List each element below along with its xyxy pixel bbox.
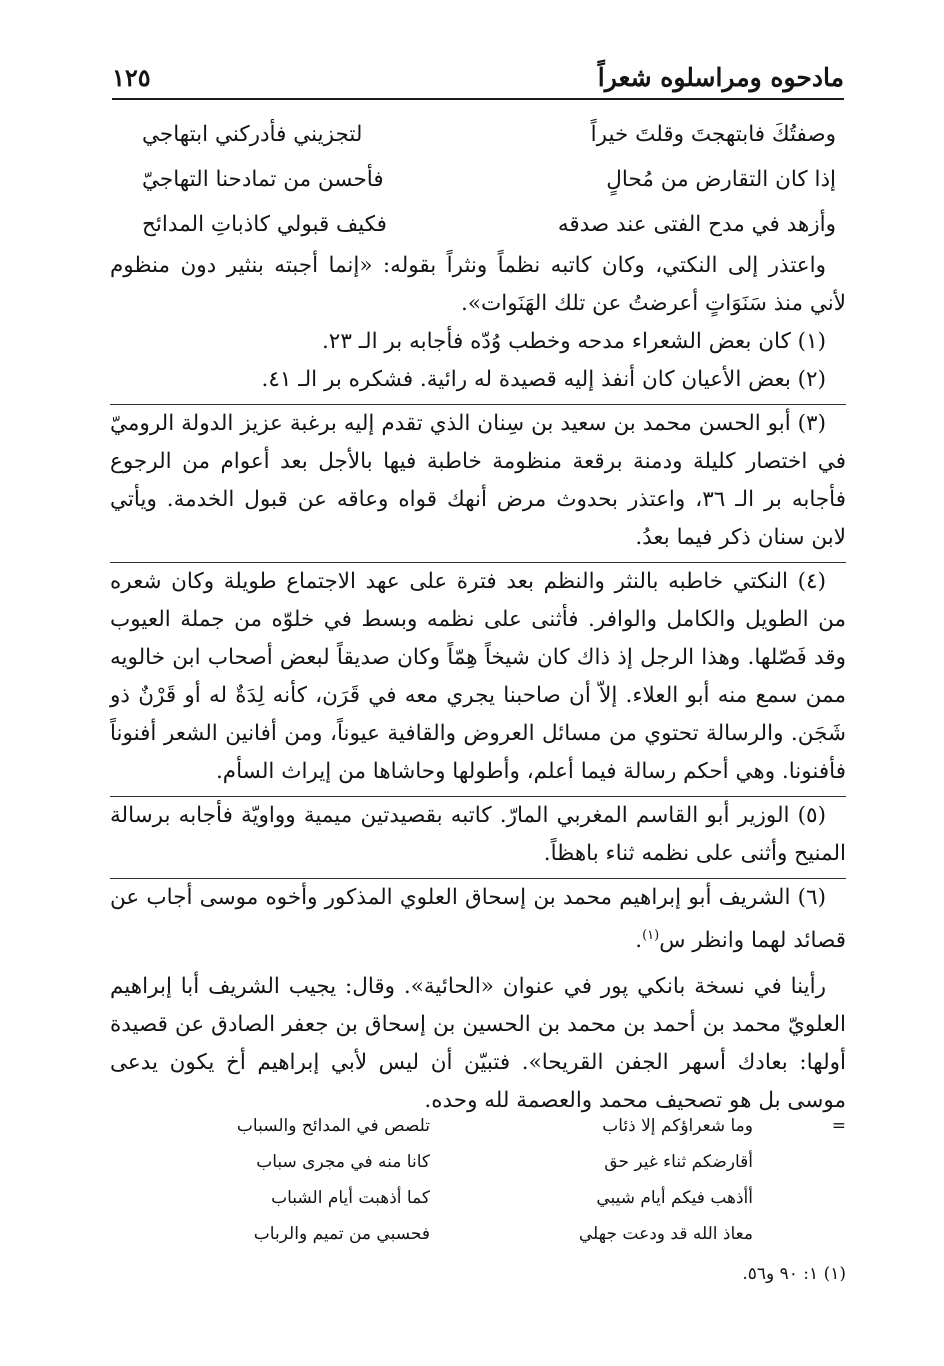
- verse-second-hemistich: فكيف قبولي كاذباتِ المدائح: [142, 212, 387, 237]
- footnote-verse: [150, 1180, 846, 1216]
- verse-first-hemistich: وما شعراؤكم إلا ذئاب: [602, 1116, 753, 1136]
- verse-first-hemistich: إذا كان التقارض من مُحالٍ: [606, 167, 836, 192]
- verse-first-hemistich: وأزهد في مدح الفتى عند صدقه: [557, 212, 836, 237]
- footnote-verse: [150, 1108, 846, 1144]
- spacer: [110, 960, 846, 968]
- item-text: (٦) الشريف أبو إبراهيم محمد بن إسحاق العلوي المذكور وأخوه موسى أجاب عن قصائد لهما وانظر س: [110, 885, 846, 954]
- running-title: مادحوه ومراسلوه شعراً: [597, 63, 844, 92]
- list-item: (٢) بعض الأعيان كان أنفذ إليه قصيدة له رائية. فشكره بر الـ ٤١.: [261, 367, 826, 392]
- intro-paragraph: واعتذر إلى النكتي، وكان كاتبه نظماً ونثراً بقوله: «إنما أجبته بنثير دون منظوم لأني منذ سَنَوَاتٍ أعرضتُ عن تلك الهَنَوات».: [110, 253, 846, 316]
- verse-second-hemistich: فأحسن من تمادحنا التهاجيّ: [142, 167, 384, 192]
- verse-first-hemistich: أقارضكم ثناء غير حق: [604, 1152, 753, 1172]
- page-number: ١٢٥: [112, 63, 151, 92]
- footnote-1: (١) ١: ٩٠ و٥٦.: [742, 1264, 846, 1284]
- verse-second-hemistich: لتجزيني فأدركني ابتهاجي: [142, 122, 363, 147]
- footnote-verse: [150, 1144, 846, 1180]
- verse-first-hemistich: معاذ الله قد ودعت جهلي: [578, 1224, 753, 1244]
- item-end: .: [635, 928, 643, 954]
- verse-first-hemistich: وصفتُكَ فابتهجتَ وقلتَ خيراً: [590, 122, 836, 147]
- page-header: [112, 52, 844, 100]
- verse-second-hemistich: فحسبي من تميم والرباب: [253, 1224, 430, 1244]
- list-item: [110, 879, 846, 960]
- list-item: (١) كان بعض الشعراء مدحه وخطب وُدّه فأجابه بر الـ ٢٣.: [321, 329, 826, 354]
- verse-second-hemistich: تلصص في المدائح والسباب: [236, 1116, 430, 1136]
- main-text: [110, 112, 846, 1120]
- continuation-marker: =: [831, 1116, 846, 1136]
- verse-first-hemistich: أأذهب فيكم أيام شيبي: [596, 1188, 753, 1208]
- list-item: (٣) أبو الحسن محمد بن سعيد بن سِنان الذي تقدم إليه برغبة عزيز الدولة الروميّ في اختصار كليلة ودمنة برقعة منظومة خاطبة فيها بالأجل بعد أعوام من الرجوع فأجابه بر الـ ٣٦، واعتذر بحدوث مرض أنهك قواه وعاقه عن قبول الخدمة. ويأتي لابن سنان ذكر فيما بعدُ.: [110, 411, 846, 550]
- poem-verse: [110, 112, 846, 157]
- footnotes: [150, 1108, 846, 1292]
- verse-second-hemistich: كانا منه في مجرى سباب: [256, 1152, 430, 1172]
- list-item: (٥) الوزير أبو القاسم المغربي المارّ. كاتبه بقصيدتين ميمية وواويّة فأجابه برسالة المنيح وأثنى على نظمه ثناء باهظاً.: [110, 803, 846, 866]
- footnote-verse: [150, 1216, 846, 1252]
- poem-verse: [110, 202, 846, 247]
- poem-verse: [110, 157, 846, 202]
- footnote-reference[interactable]: (١): [642, 928, 660, 943]
- verse-second-hemistich: كما أذهبت أيام الشباب: [271, 1188, 430, 1208]
- closing-paragraph: رأينا في نسخة بانكي پور في عنوان «الحائية». وقال: يجيب الشريف أبا إبراهيم العلويّ محمد بن أحمد بن محمد بن الحسين بن إسحاق بن جعفر الصادق عن قصيدة أولها: بعادك أسهر الجفن القريحا». فتبيّن أن ليس لأبي إبراهيم أخ يكون يدعى موسى بل هو تصحيف محمد والعصمة لله وحده.: [110, 974, 846, 1114]
- list-item: (٤) النكتي خاطبه بالنثر والنظم بعد فترة على عهد الاجتماع طويلة وكان شعره من الطويل والكامل والوافر. فأثنى على نظمه وبسط في خلوّه من جملة العيوب وقد فَصّلها. وهذا الرجل إذ ذاك كان شيخاً هِمّاً وكان صديقاً لبعض أصحاب ابن خالويه ممن سمع منه أبو العلاء. إلاّ أن صاحبنا يجري معه في قَرَن، كأنه لِدَةٌ له أو قَرْنٌ ذو شَجَن. والرسالة تحتوي من مسائل العروض والقافية عيوناً، ومن أفانين الشعر أفنوناً فأفنونا. وهي أحكم رسالة فيما أعلم، وأطولها وحاشاها من إيراث السأم.: [110, 569, 846, 784]
